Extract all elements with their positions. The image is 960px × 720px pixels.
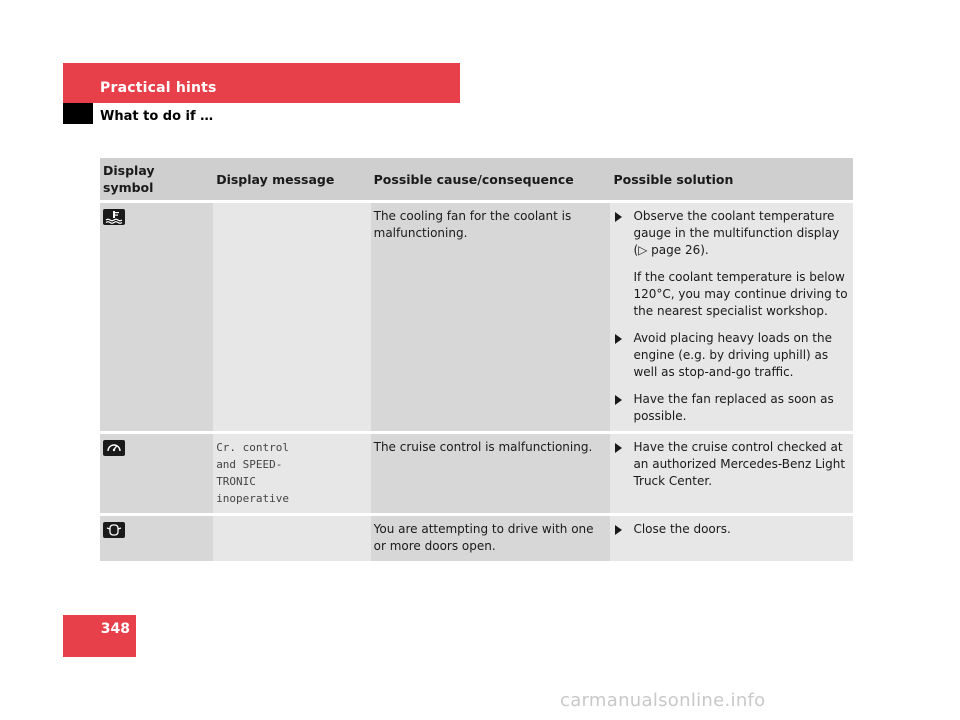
subsection-marker xyxy=(63,103,93,124)
table-row xyxy=(100,203,853,434)
column-header-symbol: Display symbol xyxy=(100,158,213,203)
door-open-icon xyxy=(103,522,125,538)
solution-step xyxy=(613,208,849,259)
column-header-cause: Possible cause/consequence xyxy=(371,158,611,203)
cruise-control-icon xyxy=(103,440,125,456)
message-cell xyxy=(213,203,370,434)
solution-cell xyxy=(610,203,853,434)
solution-step-text: Have the cruise control checked at an authorized Mercedes-Benz Light Truck Center. xyxy=(633,440,846,488)
solution-step-text: Observe the coolant temperature gauge in the multifunction display (▷ page 26). xyxy=(633,209,840,257)
solution-step xyxy=(613,391,849,425)
cause-text: The cooling fan for the coolant is malfunctioning. xyxy=(373,209,572,240)
solution-cell xyxy=(610,516,853,564)
symbol-cell xyxy=(100,434,213,516)
solution-step xyxy=(613,330,849,381)
cause-cell xyxy=(371,434,611,516)
symbol-cell xyxy=(100,516,213,564)
step-arrow-icon xyxy=(615,395,622,405)
column-header-solution: Possible solution xyxy=(610,158,853,203)
solution-step-text: Have the fan replaced as soon as possible. xyxy=(633,392,834,423)
solution-step-text: Close the doors. xyxy=(633,522,731,536)
coolant-temperature-icon xyxy=(103,209,125,225)
solution-note: If the coolant temperature is below 120°C, you may continue driving to the nearest specialist workshop. xyxy=(633,270,848,318)
page-number: 348 xyxy=(100,621,130,637)
cause-cell xyxy=(371,516,611,564)
step-arrow-icon xyxy=(615,525,622,535)
display-messages-table xyxy=(100,158,853,564)
step-arrow-icon xyxy=(615,212,622,222)
message-cell xyxy=(213,434,370,516)
step-arrow-icon xyxy=(615,443,622,453)
solution-cell xyxy=(610,434,853,516)
column-header-message: Display message xyxy=(213,158,370,203)
table-header-row xyxy=(100,158,853,203)
page-number-box xyxy=(63,615,136,657)
table-row xyxy=(100,516,853,564)
section-header-bar xyxy=(63,63,460,103)
subsection-title: What to do if … xyxy=(100,109,214,124)
solution-step xyxy=(613,521,849,538)
watermark: carmanualsonline.info xyxy=(560,690,766,711)
cause-text: You are attempting to drive with one or more doors open. xyxy=(373,522,594,553)
symbol-cell xyxy=(100,203,213,434)
section-title: Practical hints xyxy=(100,80,217,96)
cause-text: The cruise control is malfunctioning. xyxy=(373,440,593,454)
solution-step-text: Avoid placing heavy loads on the engine (e.g. by driving uphill) as well as stop-and-go traffic. xyxy=(633,331,832,379)
message-cell xyxy=(213,516,370,564)
table-row xyxy=(100,434,853,516)
display-message-text: Cr. control and SPEED- TRONIC inoperative xyxy=(216,441,290,505)
cause-cell xyxy=(371,203,611,434)
solution-step xyxy=(613,439,849,490)
step-arrow-icon xyxy=(615,334,622,344)
